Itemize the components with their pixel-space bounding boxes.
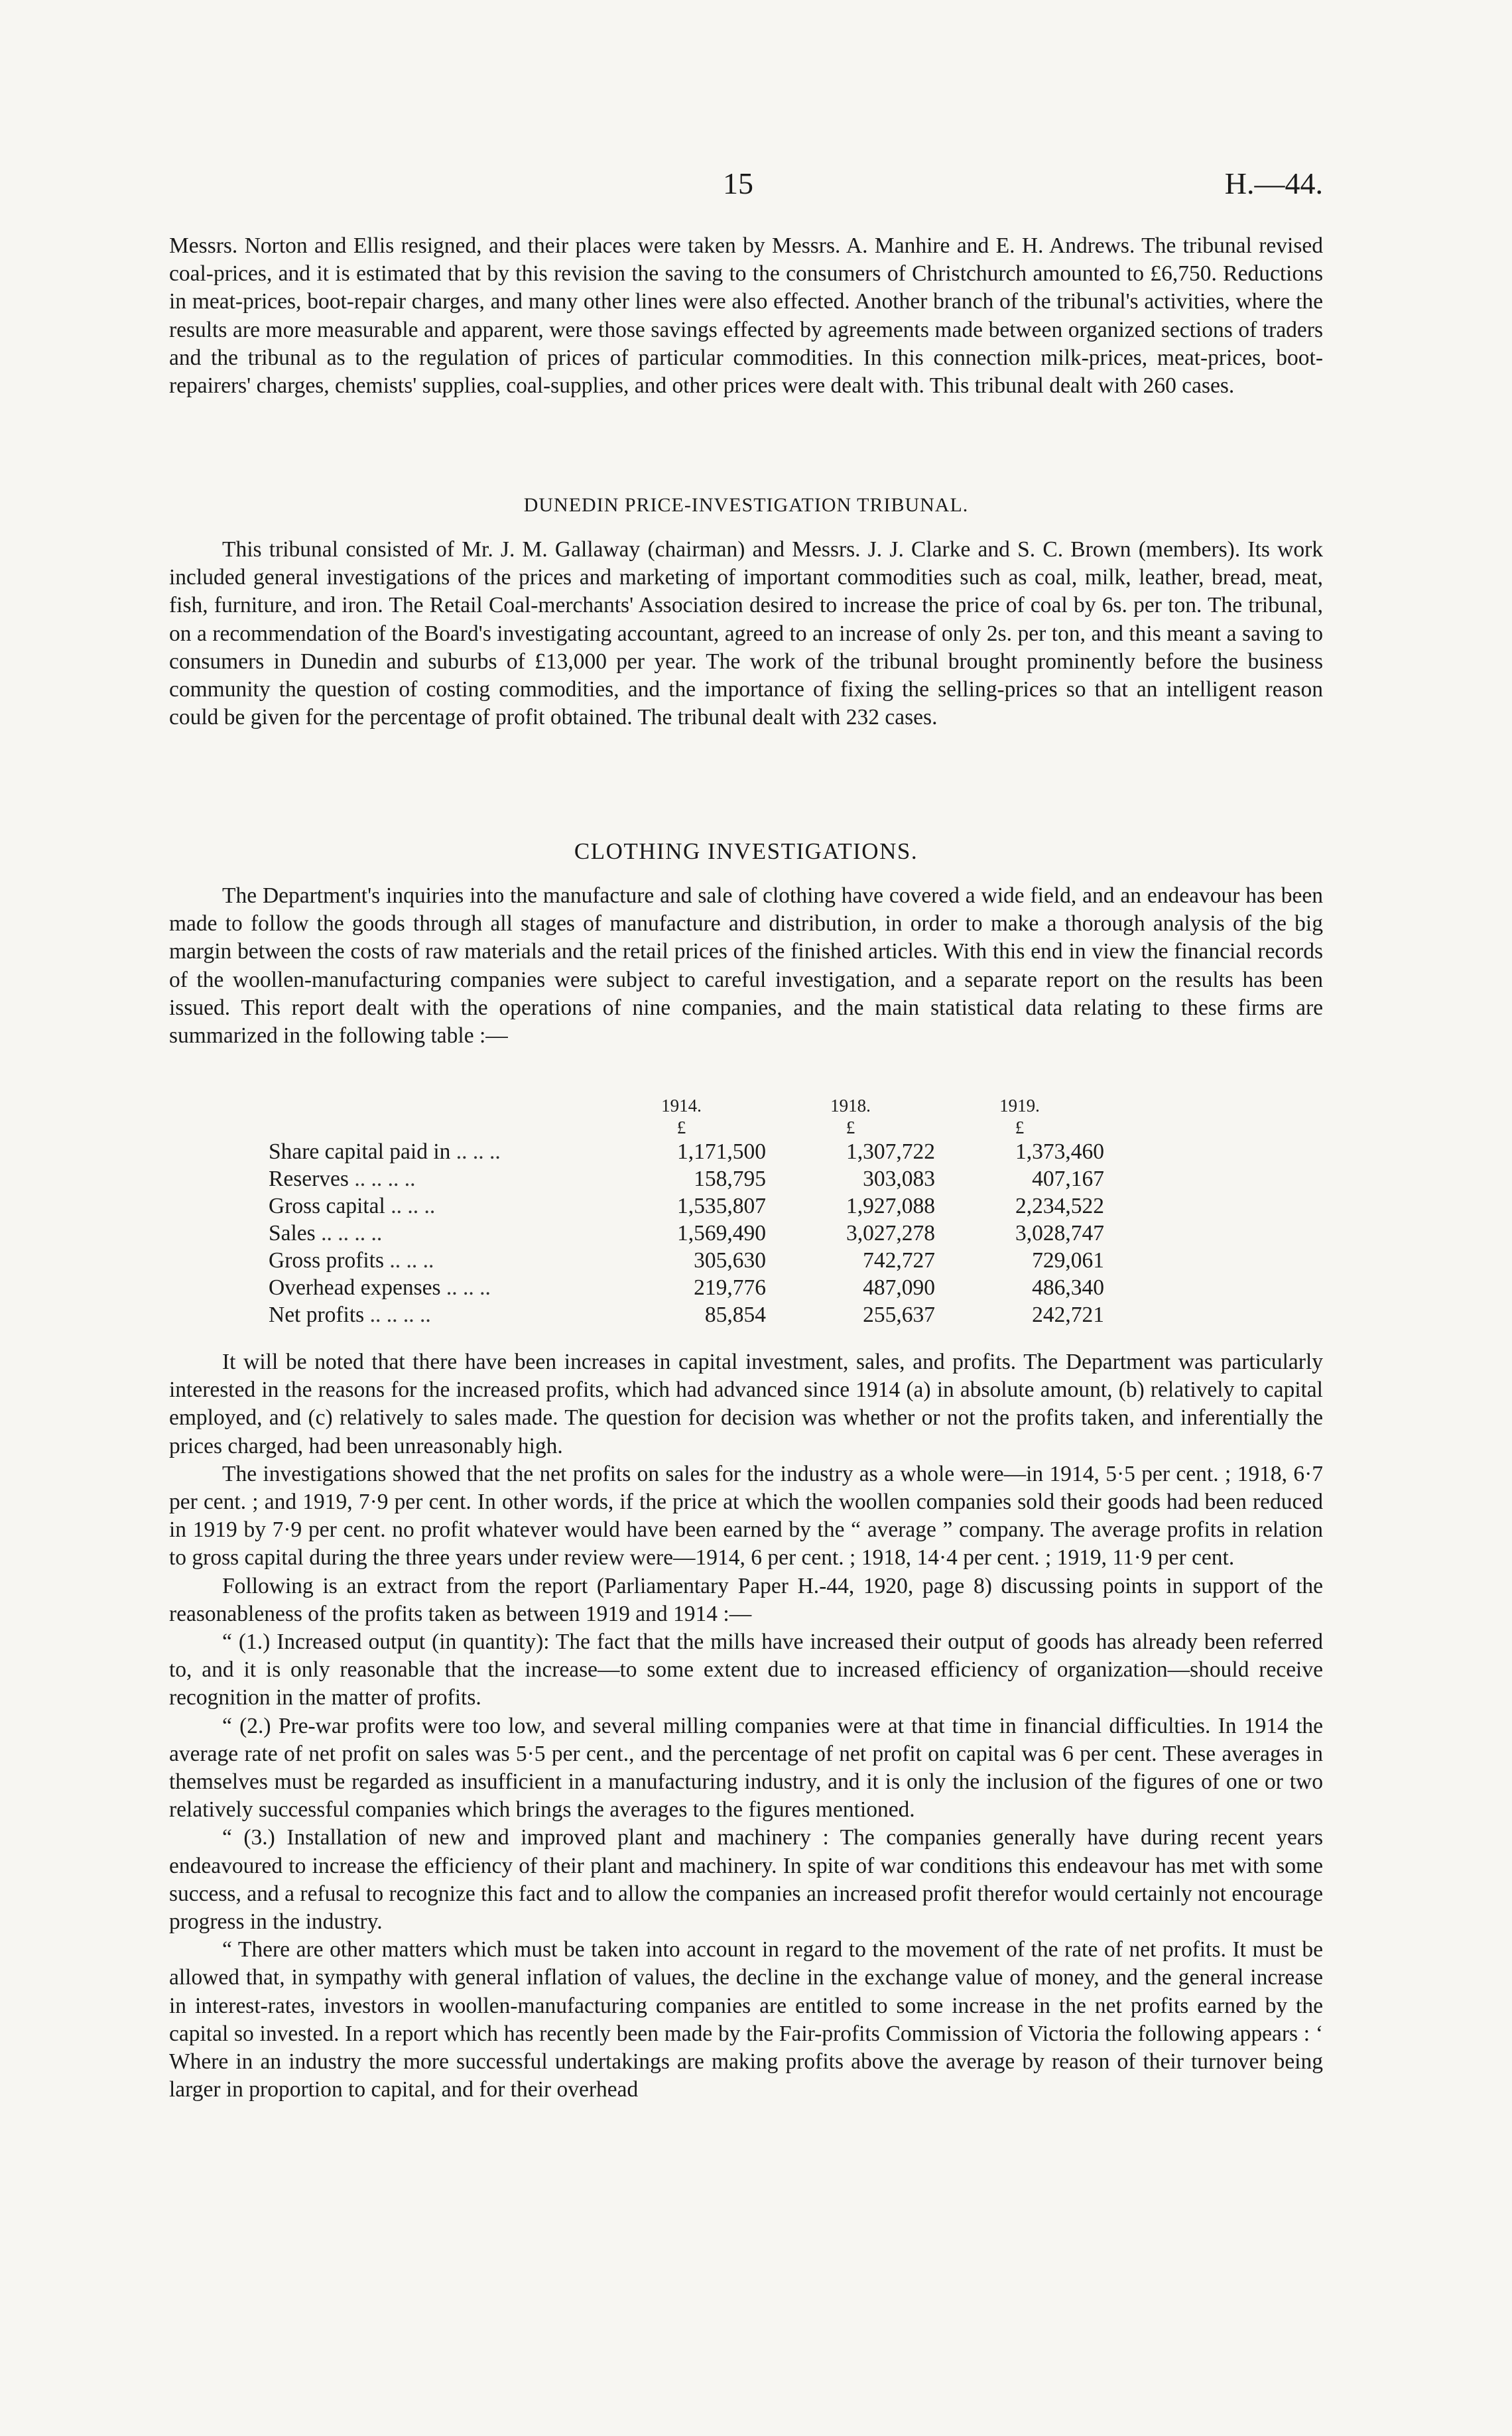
table-row [269, 1165, 1104, 1192]
row-label: Sales [269, 1220, 316, 1246]
paragraph: This tribunal consisted of Mr. J. M. Gallaway (chairman) and Messrs. J. J. Clarke and S. C. Brown (members). Its work included general investigations of the prices and marketing of important commodities such as coal, milk, leather, bread, meat, fish, furniture, and iron. The Retail Coal-merchants' Association desired to increase the price of coal by 6s. per ton. The tribunal, on a recommendation of the Board's investigating accountant, agreed to an increase of only 2s. per ton, and this meant a saving to consumers in Dunedin and suburbs of £13,000 per year. The work of the tribunal brought prominently before the business community the question of costing commodities, and the importance of fixing the selling-prices so that an intelligent reason could be given for the percentage of profit obtained. The tribunal dealt with 232 cases. [169, 537, 1323, 730]
cell-value: 255,637 [863, 1302, 935, 1327]
cell-value: 305,630 [694, 1248, 766, 1273]
cell-value: 1,535,807 [677, 1193, 766, 1218]
christchurch-continuation [169, 232, 1323, 400]
row-label: Gross profits [269, 1248, 385, 1273]
currency-symbol: £ [1015, 1117, 1025, 1137]
paragraph: The investigations showed that the net profits on sales for the industry as a whole were—in 1914, 5·5 per cent. ; 1918, 6·7 per cent. ; and 1919, 7·9 per cent. In other words, if the price at which the woollen companies sold their goods had been reduced in 1919 by 7·9 per cent. no profit whatever would have been earned by the “ average ” company. The average profits in relation to gross capital during the three years under review were—1914, 6 per cent. ; 1918, 14·4 per cent. ; 1919, 11·9 per cent. [169, 1461, 1323, 1571]
cell-value: 303,083 [863, 1166, 935, 1191]
table-row [269, 1220, 1104, 1247]
paragraph: Messrs. Norton and Ellis resigned, and their places were taken by Messrs. A. Manhire and E. H. Andrews. The tribunal revised coal-prices, and it is estimated that by this revision the saving to the consumers of Christchurch amounted to £6,750. Reductions in meat-prices, boot-repair charges, and many other lines were also effected. Another branch of the tribunal's activities, where the results are more measurable and apparent, were those savings effected by agreements made between organized sections of traders and the tribunal as to the regulation of prices of particular commodities. In this connection milk-prices, meat-prices, boot-repairers' charges, chemists' supplies, coal-supplies, and other prices were dealt with. This tribunal dealt with 260 cases. [169, 233, 1323, 399]
row-label: Gross capital [269, 1193, 385, 1218]
table-row [269, 1301, 1104, 1328]
cell-value: 3,027,278 [846, 1220, 935, 1246]
currency-row [269, 1117, 1104, 1138]
year-1919: 1919. [999, 1095, 1040, 1116]
row-label: Net profits [269, 1302, 365, 1327]
cell-value: 85,854 [704, 1302, 766, 1327]
quoted-paragraph: “ There are other matters which must be taken into account in regard to the movement of the rate of net profits. It must be allowed that, in sympathy with general inflation of values, the decline in the exchange value of money, and the general increase in interest-rates, investors in woollen-manufacturing companies are entitled to some increase in the net profits earned by the capital so invested. In a report which has recently been made by the Fair-profits Commission of Victoria the following appears : ‘ Where in an industry the more successful undertakings are making profits above the average by reason of their turnover being larger in proportion to capital, and for their overhead [169, 1937, 1323, 2102]
leader-dots: .. .. .. [446, 1275, 491, 1300]
table-row [269, 1247, 1104, 1274]
cell-value: 1,307,722 [846, 1139, 935, 1164]
row-label: Share capital paid in [269, 1139, 451, 1164]
leader-dots: .. .. .. [389, 1248, 434, 1273]
paragraph: It will be noted that there have been increases in capital investment, sales, and profits. The Department was particularly interested in the reasons for the increased profits, which had advanced since 1914 (a) in absolute amount, (b) relatively to capital employed, and (c) relatively to sales made. The question for decision was whether or not the profits taken, and inferentially the prices charged, had been unreasonably high. [169, 1350, 1323, 1458]
cell-value: 742,727 [863, 1248, 935, 1273]
paragraph: Following is an extract from the report (Parliamentary Paper H.-44, 1920, page 8) discussing points in support of the reasonableness of the profits taken as between 1919 and 1914 :— [169, 1573, 1323, 1626]
clothing-intro [169, 882, 1323, 1050]
quoted-paragraph: “ (2.) Pre-war profits were too low, and several milling companies were at that time in financial difficulties. In 1914 the average rate of net profit on sales was 5·5 per cent., and the percentage of net profit on capital was 6 per cent. These averages in themselves must be regarded as insufficient in a manufacturing industry, and it is only the inclusion of the figures of one or two relatively successful companies which brings the averages to the figures mentioned. [169, 1713, 1323, 1823]
cell-value: 219,776 [694, 1275, 766, 1300]
year-1918: 1918. [830, 1095, 871, 1116]
cell-value: 1,373,460 [1015, 1139, 1104, 1164]
year-1914: 1914. [661, 1095, 702, 1116]
cell-value: 242,721 [1032, 1302, 1104, 1327]
dunedin-heading: DUNEDIN PRICE-INVESTIGATION TRIBUNAL. [523, 494, 969, 516]
quoted-paragraph: “ (3.) Installation of new and improved plant and machinery : The companies generally have during recent years endeavoured to increase the efficiency of their plant and machinery. In spite of war conditions this endeavour has met with some success, and a refusal to recognize this fact and to allow the companies an increased profit therefor would certainly not encourage progress in the industry. [169, 1825, 1323, 1935]
cell-value: 487,090 [863, 1275, 935, 1300]
row-label: Overhead expenses [269, 1275, 441, 1300]
currency-symbol: £ [676, 1117, 686, 1137]
leader-dots: .. .. .. [391, 1193, 436, 1218]
quoted-paragraph: “ (1.) Increased output (in quantity): The fact that the mills have increased their output of goods has already been referred to, and it is only reasonable that the increase—to some extent due to increased efficiency of organization—should receive recognition in the matter of profits. [169, 1630, 1323, 1710]
leader-dots: .. .. .. .. [321, 1220, 383, 1246]
cell-value: 729,061 [1032, 1248, 1104, 1273]
document-reference: H.—44. [1224, 166, 1323, 200]
leader-dots: .. .. .. .. [354, 1166, 416, 1191]
page-number: 15 [723, 166, 753, 200]
table-row [269, 1274, 1104, 1301]
table-row [269, 1192, 1104, 1220]
discussion-section [169, 1348, 1323, 2104]
cell-value: 486,340 [1032, 1275, 1104, 1300]
row-label: Reserves [269, 1166, 349, 1191]
cell-value: 407,167 [1032, 1166, 1104, 1191]
financial-table [269, 1094, 1104, 1328]
page-header [0, 166, 1512, 206]
leader-dots: .. .. .. [456, 1139, 501, 1164]
dunedin-section [169, 536, 1323, 732]
currency-symbol: £ [846, 1117, 855, 1137]
cell-value: 3,028,747 [1015, 1220, 1104, 1246]
year-header-row [269, 1094, 1104, 1117]
cell-value: 2,234,522 [1015, 1193, 1104, 1218]
cell-value: 1,927,088 [846, 1193, 935, 1218]
paragraph: The Department's inquiries into the manufacture and sale of clothing have covered a wide field, and an endeavour has been made to follow the goods through all stages of manufacture and distribution, in order to make a thorough analysis of the big margin between the costs of raw materials and the retail prices of the finished articles. With this end in view the financial records of the woollen-manufacturing companies were subject to careful investigation, and a separate report on the results has been issued. This report dealt with the operations of nine companies, and the main statistical data relating to these firms are summarized in the following table :— [169, 883, 1323, 1049]
cell-value: 1,569,490 [677, 1220, 766, 1246]
clothing-heading: CLOTHING INVESTIGATIONS. [574, 838, 918, 864]
cell-value: 158,795 [694, 1166, 766, 1191]
table-row [269, 1138, 1104, 1165]
leader-dots: .. .. .. .. [369, 1302, 431, 1327]
cell-value: 1,171,500 [677, 1139, 766, 1164]
